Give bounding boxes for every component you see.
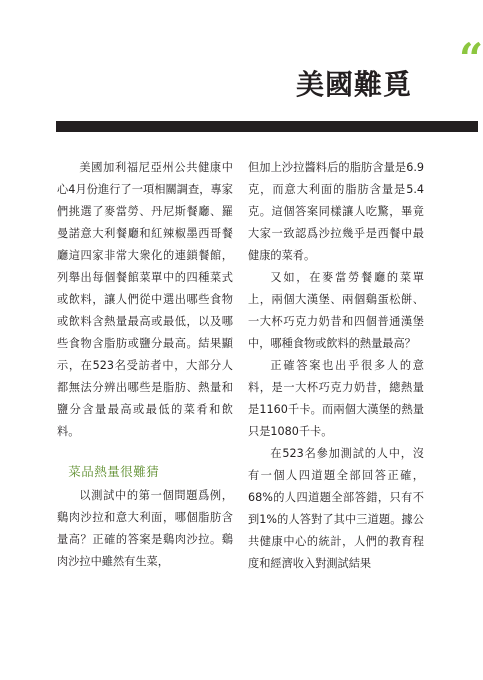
section-subheading: 菜品熱量很難猜: [68, 464, 160, 479]
right-column: [248, 157, 424, 575]
paragraph: 又如，在麥當勞餐廳的菜單上，兩個大漢堡、兩個鷄蛋松餅、一大杯巧克力奶昔和四個普通漢堡中，哪種食物或飲料的熱量最高？: [248, 271, 424, 350]
paragraph: 正確答案也出乎很多人的意料，是一大杯巧克力奶昔，總熱量是1160千卡。而兩個大漢堡的熱量只是1080千卡。: [248, 359, 424, 438]
paragraph: 美國加利福尼亞州公共健康中心4月份進行了一項相關調查，專家們挑選了麥當勞、丹尼斯餐廳、羅曼諾意大利餐廳和紅辣椒墨西哥餐廳這四家非常大衆化的連鎖餐館，列舉出每個餐館菜單中的四種菜式或飲料，讓人們從中選出哪些食物或飲料含熱量最高或最低，以及哪些食物含脂肪或鹽分最高。結果顯示，在523名受訪者中，大部分人都無法分辨出哪些是脂肪、熱量和鹽分含量最高或最低的菜肴和飲料。: [57, 161, 233, 438]
quotation-mark-icon: “: [459, 34, 483, 83]
paragraph: 在523名參加測試的人中，沒有一個人四道題全部回答正確，68%的人四道題全部答錯，只有不到1%的人答對了其中三道題。據公共健康中心的統計，人們的教育程度和經濟收入對測試結果: [248, 447, 424, 570]
article-title: 美國難覓: [296, 68, 413, 101]
left-column: [57, 157, 233, 573]
paragraph: 以測試中的第一個問題爲例，鷄肉沙拉和意大利面，哪個脂肪含量高？正確的答案是鷄肉沙拉。鷄肉沙拉中雖然有生菜，: [57, 489, 233, 568]
header-rule: [56, 121, 478, 132]
paragraph: 但加上沙拉醬料后的脂肪含量是6.9克，而意大利面的脂肪含量是5.4克。這個答案同樣讓人吃驚，畢竟大家一致認爲沙拉幾乎是西餐中最健康的菜肴。: [248, 161, 424, 262]
